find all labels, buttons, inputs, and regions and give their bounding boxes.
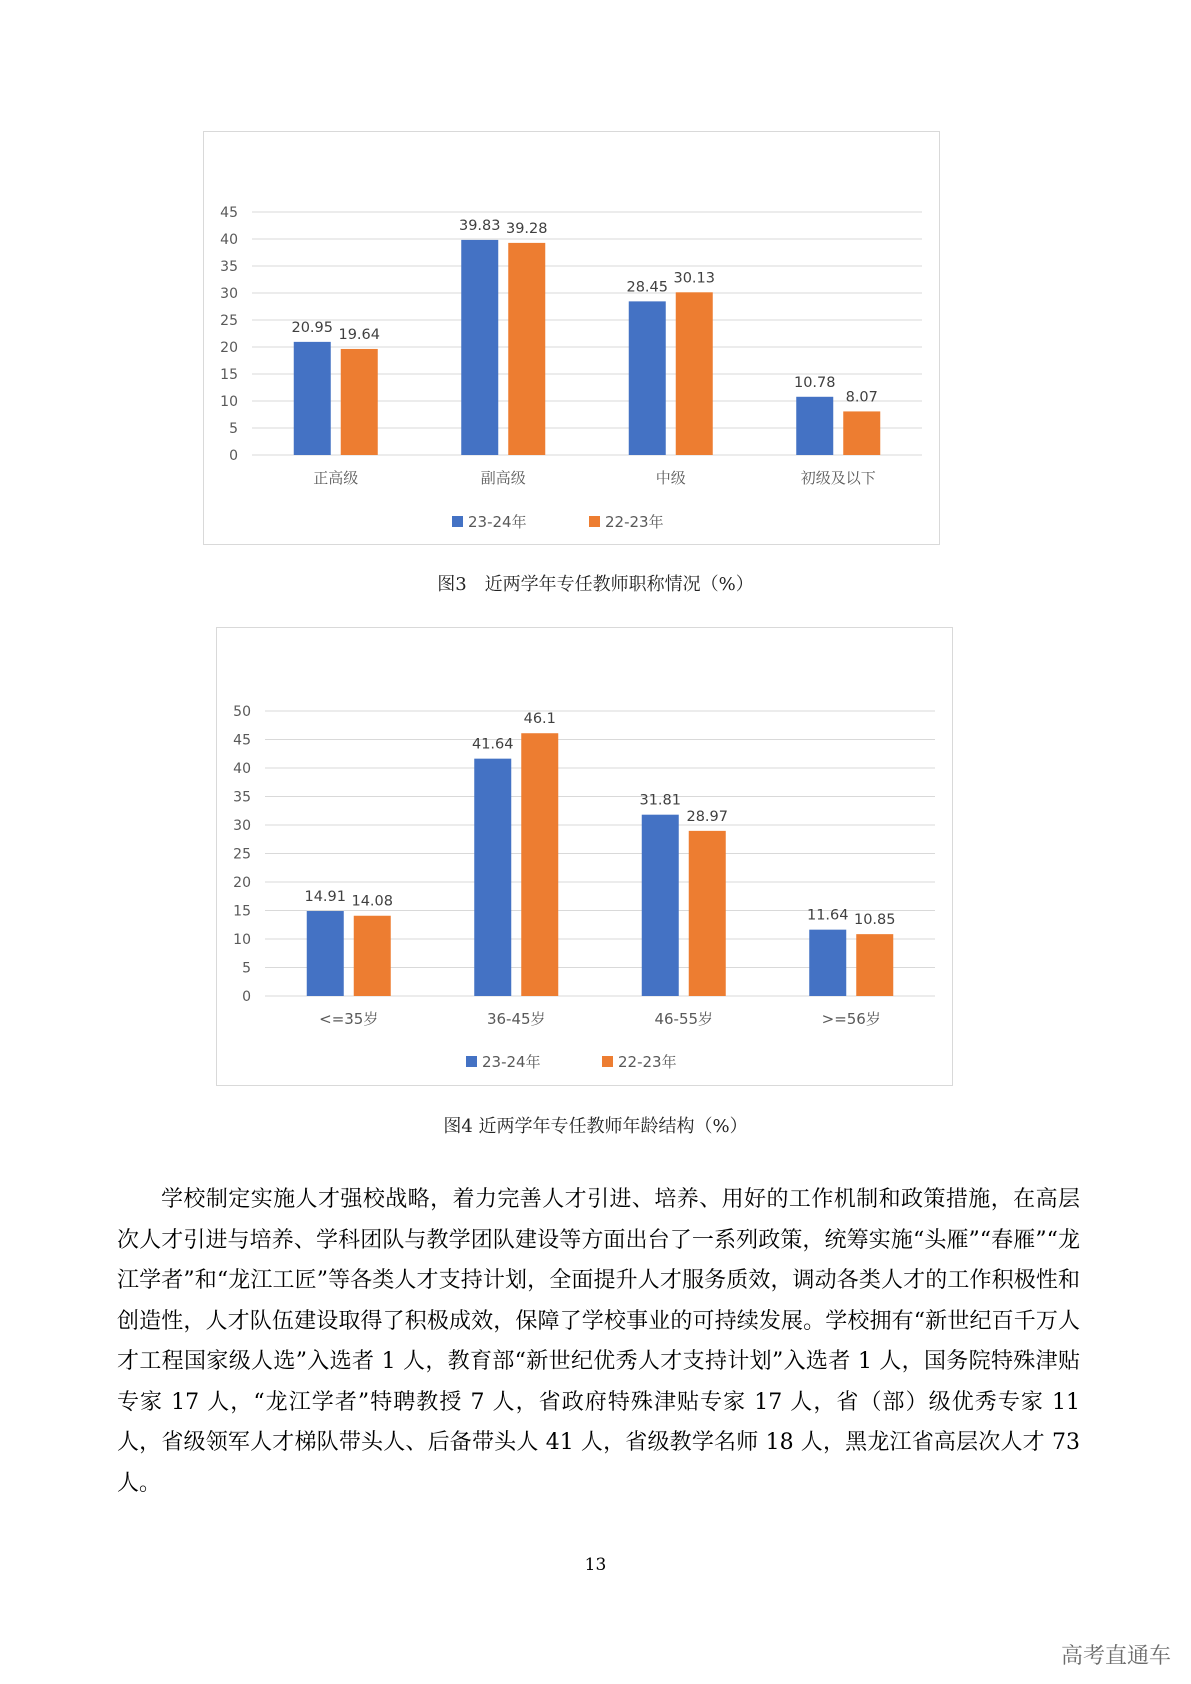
data-label: 30.13 [673,270,716,287]
bar [676,292,713,455]
category-label: 46-55岁 [654,1010,714,1028]
data-label: 11.64 [806,907,849,924]
category-label: 正高级 [313,469,359,487]
bar [843,411,880,455]
chart-professional-title-svg [204,132,941,546]
bar [508,243,545,455]
bar [796,397,833,455]
y-tick-label: 10 [220,394,238,410]
bar [689,831,726,996]
data-label: 28.45 [626,279,669,296]
legend-swatch [452,516,463,527]
bar [354,916,391,996]
y-tick-label: 35 [220,259,238,275]
data-label: 46.1 [523,711,556,728]
y-tick-label: 25 [220,313,238,329]
y-tick-label: 20 [220,340,238,356]
y-tick-label: 10 [233,932,251,948]
bar [809,930,846,996]
y-tick-label: 30 [233,818,251,834]
data-label: 28.97 [686,808,729,825]
category-label: >=56岁 [821,1010,881,1028]
bar [521,733,558,996]
bar [856,934,893,996]
y-tick-label: 0 [229,448,238,464]
y-tick-label: 40 [220,232,238,248]
data-label: 14.91 [304,889,347,906]
y-tick-label: 25 [233,846,251,863]
bar [294,342,331,455]
figure-4-caption: 图4 近两学年专任教师年龄结构（%） [443,1116,748,1137]
data-label: 14.08 [351,893,394,910]
y-tick-label: 30 [220,286,238,302]
data-label: 39.28 [505,220,548,237]
y-tick-label: 15 [233,903,251,920]
data-label: 10.78 [793,374,836,391]
watermark: 高考直通车 [1060,1644,1171,1669]
data-label: 8.07 [845,389,878,406]
y-tick-label: 50 [233,704,251,720]
category-label: 初级及以下 [800,469,876,487]
bar [461,240,498,455]
bar [307,911,344,996]
category-label: <=35岁 [319,1010,379,1028]
y-tick-label: 15 [220,367,238,383]
body-paragraph: 学校制定实施人才强校战略，着力完善人才引进、培养、用好的工作机制和政策措施，在高层次人才引进与培养、学科团队与教学团队建设等方面出台了一系列政策，统筹实施“头雁”“春雁”“龙江学者”和“龙江工匠”等各类人才支持计划，全面提升人才服务质效，调动各类人才的工作积极性和创造性，人才队伍建设取得了积极成效，保障了学校事业的可持续发展。学校拥有“新世纪百千万人才工程国家级人选”入选者 1 人，教育部“新世纪优秀人才支持计划”入选者 1 人，国务院特殊津贴专家 17 人，“龙江学者”特聘教授 7 人，省政府特殊津贴专家 17 人，省（部）级优秀专家 11 人，省级领军人才梯队带头人、后备带头人 41 人，省级教学名师 18 人，黑龙江省高层次人才 73 人。 [117,1187,1080,1496]
legend-swatch [589,516,600,527]
bar [642,815,679,996]
legend-label: 23-24年 [482,1053,541,1071]
data-label: 39.83 [458,217,501,234]
y-tick-label: 45 [233,732,251,749]
legend-label: 23-24年 [468,513,527,531]
bar [474,759,511,996]
data-label: 10.85 [853,912,896,929]
y-tick-label: 0 [242,989,251,1005]
legend-label: 22-23年 [618,1053,677,1071]
chart-age-structure [216,627,953,1086]
y-tick-label: 20 [233,875,251,891]
y-tick-label: 35 [233,789,251,806]
data-label: 41.64 [471,736,514,753]
y-tick-label: 45 [220,205,238,221]
bar [341,349,378,455]
data-label: 20.95 [291,319,334,336]
data-label: 19.64 [338,326,381,343]
chart-age-structure-svg [217,628,954,1087]
legend-swatch [602,1056,613,1067]
category-label: 36-45岁 [486,1010,546,1028]
bar [629,301,666,455]
legend-label: 22-23年 [605,513,664,531]
y-tick-label: 40 [233,761,251,777]
legend-swatch [466,1056,477,1067]
chart-professional-title [203,131,940,545]
data-label: 31.81 [639,792,682,809]
page-number: 13 [584,1555,607,1575]
figure-3-caption: 图3 近两学年专任教师职称情况（%） [437,574,754,595]
y-tick-label: 5 [242,960,251,977]
category-label: 副高级 [480,469,526,487]
category-label: 中级 [655,469,686,487]
y-tick-label: 5 [229,421,238,437]
